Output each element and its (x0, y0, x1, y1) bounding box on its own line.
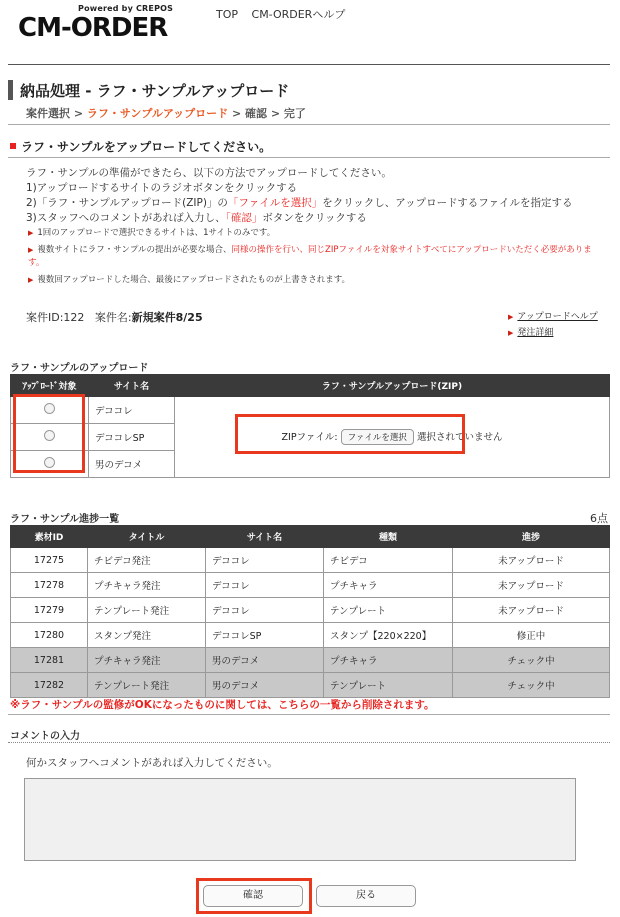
highlight-box-radios (13, 394, 85, 473)
cell-kind: プチキャラ (324, 573, 453, 598)
page-title: 納品処理 - ラフ・サンプルアップロード (20, 82, 290, 100)
cell-title: プチキャラ発注 (88, 573, 206, 598)
cell-id: 17278 (11, 573, 88, 598)
breadcrumb-step-upload: ラフ・サンプルアップロード (86, 107, 229, 120)
col-header-target: ｱｯﾌﾟﾛｰﾄﾞ対象 (11, 375, 89, 397)
col-header-site: サイト名 (206, 526, 324, 548)
breadcrumb-step-done: 完了 (283, 107, 306, 120)
instruction-step2 (26, 196, 603, 211)
top-nav (216, 6, 355, 22)
zip-label: ZIPファイル: (281, 432, 338, 443)
instruction-step2-highlight: 「ファイルを選択」 (227, 197, 323, 209)
order-detail-link[interactable]: 発注詳細 (517, 328, 554, 338)
cell-title: テンプレート発注 (88, 598, 206, 623)
instruction-step3-highlight: 「確認」 (225, 212, 263, 224)
cell-title: プチキャラ発注 (88, 648, 206, 673)
highlight-box-file (235, 414, 465, 454)
divider (8, 157, 610, 158)
instruction-step3-text: ボタンをクリックする (262, 212, 367, 224)
arrow-right-icon: ▶ (28, 246, 34, 254)
col-header-zip: ラフ・サンプルアップロード(ZIP) (175, 375, 610, 397)
instruction-step3-text: 3)スタッフへのコメントがあれば入力し、 (26, 212, 226, 224)
instruction-intro: ラフ・サンプルの準備ができたら、以下の方法でアップロードしてください。 (26, 167, 392, 179)
back-button[interactable]: 戻る (316, 885, 416, 907)
col-header-id: 素材ID (11, 526, 88, 548)
section-marker (10, 143, 16, 149)
cell-id: 17280 (11, 623, 88, 648)
upload-help-link[interactable]: アップロードヘルプ (517, 312, 598, 322)
cell-title: スタンプ発注 (88, 623, 206, 648)
breadcrumb-step-select: 案件選択 (26, 107, 70, 120)
comment-label: コメントの入力 (10, 731, 80, 742)
table-row (11, 598, 610, 623)
cell-status: チェック中 (453, 673, 610, 698)
site-name: デココレ (89, 397, 175, 424)
highlight-box-confirm (196, 878, 312, 914)
note-text: 複数回アップロードした場合、最後にアップロードされたものが上書きされます。 (37, 275, 351, 285)
breadcrumb-sep: > (267, 107, 284, 120)
nav-top-link[interactable]: TOP (216, 8, 239, 21)
instruction-step2-text: をクリックし、アップロードするファイルを指定する (322, 197, 573, 209)
arrow-right-icon: ▶ (28, 229, 34, 237)
col-header-site: サイト名 (89, 375, 175, 397)
cell-site: デココレ (206, 573, 324, 598)
nav-help-link[interactable]: CM-ORDERヘルプ (251, 8, 346, 21)
cell-kind: テンプレート (324, 598, 453, 623)
case-id-label: 案件ID: (26, 311, 64, 324)
upload-help-link-row[interactable] (508, 309, 598, 322)
note-2 (28, 244, 603, 270)
arrow-right-icon: ▶ (28, 276, 34, 284)
comment-help: 何かスタッフへコメントがあれば入力してください。 (26, 757, 278, 769)
table-row (11, 623, 610, 648)
cell-title: テンプレート発注 (88, 673, 206, 698)
title-bar-marker (8, 80, 13, 100)
table-row (11, 648, 610, 673)
order-detail-link-row[interactable] (508, 325, 553, 338)
col-header-title: タイトル (88, 526, 206, 548)
cell-kind: スタンプ【220×220】 (324, 623, 453, 648)
instruction-step3 (26, 211, 603, 226)
note-1 (28, 227, 603, 240)
comment-textarea[interactable] (24, 778, 576, 861)
case-name-label: 案件名: (94, 311, 132, 324)
cell-status: 未アップロード (453, 573, 610, 598)
progress-table (10, 525, 610, 698)
dotted-divider (8, 742, 610, 743)
breadcrumb (26, 105, 306, 121)
cell-status: 修正中 (453, 623, 610, 648)
progress-table-label: ラフ・サンプル進捗一覧 (10, 514, 120, 525)
table-row (11, 673, 610, 698)
cell-kind: チビデコ (324, 548, 453, 573)
instruction-step2-text: 2)「ラフ・サンプルアップロード(ZIP)」の (26, 197, 228, 209)
col-header-kind: 種類 (324, 526, 453, 548)
cell-site: 男のデコメ (206, 673, 324, 698)
cell-site: デココレ (206, 548, 324, 573)
warning-text: ※ラフ・サンプルの監修がOKになったものに関しては、こちらの一覧から削除されます。 (10, 699, 435, 711)
cell-status: 未アップロード (453, 598, 610, 623)
note-text-highlight: 同様の操作を行い、同じZIPファイルを対象サイトすべてにアップロードいただく必要があります。 (28, 245, 592, 268)
note-3 (28, 274, 603, 287)
case-name-value: 新規案件8/25 (131, 311, 203, 324)
case-info (26, 309, 203, 325)
progress-count: 6点 (590, 512, 608, 525)
breadcrumb-sep: > (70, 107, 87, 120)
cell-kind: テンプレート (324, 673, 453, 698)
site-name: デココレSP (89, 424, 175, 451)
confirm-button[interactable]: 確認 (203, 885, 303, 907)
table-row (11, 573, 610, 598)
logo[interactable] (18, 4, 198, 42)
arrow-right-icon: ▶ (508, 329, 514, 337)
cell-id: 17281 (11, 648, 88, 673)
logo-powered-text: Powered by CREPOS (78, 4, 174, 13)
divider (8, 124, 610, 125)
section-heading: ラフ・サンプルをアップロードしてください。 (21, 140, 272, 154)
header-divider (8, 64, 610, 65)
cell-site: デココレSP (206, 623, 324, 648)
cell-title: チビデコ発注 (88, 548, 206, 573)
cell-id: 17279 (11, 598, 88, 623)
cell-status: チェック中 (453, 648, 610, 673)
cell-site: 男のデコメ (206, 648, 324, 673)
instruction-step1: 1)アップロードするサイトのラジオボタンをクリックする (26, 182, 298, 194)
breadcrumb-sep: > (228, 107, 246, 120)
logo-text: CM-ORDER (18, 13, 168, 43)
note-text: 複数サイトにラフ・サンプルの提出が必要な場合、 (37, 245, 232, 255)
divider (8, 714, 610, 715)
table-row (11, 548, 610, 573)
upload-table-label: ラフ・サンプルのアップロード (10, 363, 149, 374)
case-id-value: 122 (63, 311, 85, 324)
cell-id: 17275 (11, 548, 88, 573)
col-header-status: 進捗 (453, 526, 610, 548)
cell-site: デココレ (206, 598, 324, 623)
instructions (26, 166, 603, 287)
note-text: 1回のアップロードで選択できるサイトは、1サイトのみです。 (37, 228, 276, 238)
arrow-right-icon: ▶ (508, 313, 514, 321)
choose-file-button[interactable]: ファイルを選択 (341, 429, 414, 445)
breadcrumb-step-confirm: 確認 (245, 107, 268, 120)
file-status: 選択されていません (416, 432, 503, 443)
cell-status: 未アップロード (453, 548, 610, 573)
site-name: 男のデコメ (89, 451, 175, 478)
cell-id: 17282 (11, 673, 88, 698)
cell-kind: プチキャラ (324, 648, 453, 673)
